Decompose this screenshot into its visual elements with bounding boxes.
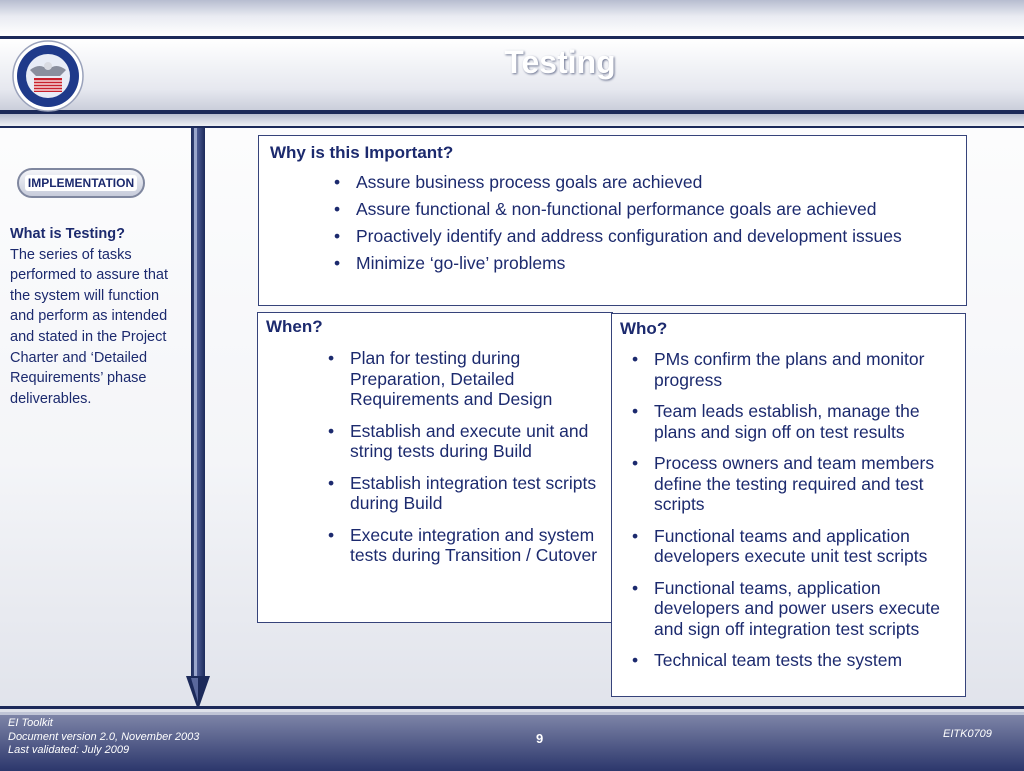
when-list [350, 348, 612, 566]
list-item: • Assure functional & non-functional performance goals are achieved [356, 199, 966, 220]
list-item: • Process owners and team members define the testing required and test scripts [654, 453, 965, 515]
definition-text: The series of tasks performed to assure that the system will function and perform as intended and stated in the Project Charter and ‘Detailed Requirements’ phase deliverables. [10, 246, 168, 407]
list-item: • Establish integration test scripts during Build [350, 473, 612, 514]
list-item: • Plan for testing during Preparation, Detailed Requirements and Design [350, 348, 612, 410]
footer-document-info [8, 717, 199, 758]
list-item: • Establish and execute unit and string tests during Build [350, 421, 612, 462]
who-box [611, 313, 966, 697]
who-heading: Who? [620, 319, 668, 338]
agency-seal-logo [10, 40, 86, 112]
list-item: • Team leads establish, manage the plans and sign off on test results [654, 401, 965, 442]
implementation-badge-label: IMPLEMENTATION [25, 175, 137, 191]
list-item: • Proactively identify and address configuration and development issues [356, 226, 966, 247]
footer-version: Document version 2.0, November 2003 [8, 730, 200, 743]
footer-toolkit-name: EI Toolkit [8, 717, 53, 729]
implementation-badge [17, 168, 145, 198]
page-number: 9 [536, 731, 544, 746]
why-heading: Why is this Important? [270, 143, 454, 162]
why-important-box [258, 135, 967, 306]
list-item: • Functional teams and application developers execute unit test scripts [654, 526, 965, 567]
timeline-arrow [184, 128, 212, 712]
who-list [654, 349, 965, 671]
list-item: • Minimize ‘go-live’ problems [356, 253, 966, 274]
when-heading: When? [266, 317, 323, 336]
when-box [257, 312, 613, 623]
list-item: • Assure business process goals are achieved [356, 172, 966, 193]
list-item: • Functional teams, application developers and power users execute and sign off integration test scripts [654, 578, 965, 640]
list-item: • Execute integration and system tests during Transition / Cutover [350, 525, 612, 566]
why-list [356, 172, 966, 274]
list-item: • Technical team tests the system [654, 650, 965, 671]
slide-title: Testing [504, 44, 616, 80]
document-code: EITK0709 [943, 728, 992, 740]
definition-heading: What is Testing? [10, 226, 125, 242]
footer-validated: Last validated: July 2009 [8, 744, 130, 756]
list-item: • PMs confirm the plans and monitor progress [654, 349, 965, 390]
testing-definition [10, 224, 168, 409]
